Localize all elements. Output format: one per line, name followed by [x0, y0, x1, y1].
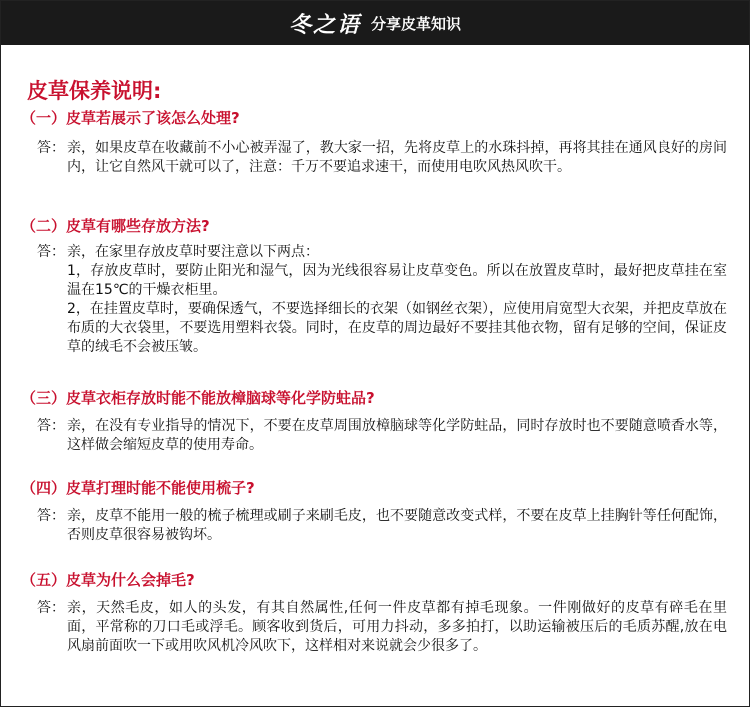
answer-text: 亲，如果皮草在收藏前不小心被弄湿了，教大家一招，先将皮草上的水珠抖掉，再将其挂在通风良好的房间内，让它自然风干就可以了，注意：千万不要追求速干，而使用电吹风热风吹干。 [67, 140, 727, 175]
answer-label: 答： [37, 600, 65, 616]
brand-logo: 冬之语 [288, 12, 361, 38]
answer-point-1: 1，存放皮草时，要防止阳光和湿气，因为光线很容易让皮草变色。所以在放置皮草时，最好把皮草挂在室温在15℃的干燥衣柜里。 [67, 263, 727, 298]
faq-answer [37, 139, 727, 177]
answer-text: 亲，天然毛皮，如人的头发，有其自然属性,任何一件皮草都有掉毛现象。一件刚做好的皮草有碎毛在里面，平常称的刀口毛或浮毛。顾客收到货后，可用力抖动，多多拍打，以助运输被压后的毛质苏醒,放在电风扇前面吹一下或用吹风机冷风吹下，这样相对来说就会少很多了。 [67, 600, 727, 654]
answer-label: 答： [37, 418, 65, 434]
faq-question: （四）皮草打理时能不能使用梳子? [21, 479, 255, 497]
faq-answer [37, 599, 727, 656]
page-title: 皮草保养说明: [27, 79, 162, 103]
answer-intro: 亲，在家里存放皮草时要注意以下两点： [67, 244, 319, 260]
answer-text: 亲，皮草不能用一般的梳子梳理或刷子来刷毛皮，也不要随意改变式样，不要在皮草上挂胸针等任何配饰，否则皮草很容易被钩坏。 [67, 508, 727, 543]
answer-label: 答： [37, 508, 65, 524]
faq-question: （二）皮草有哪些存放方法? [21, 217, 210, 235]
faq-question: （五）皮草为什么会掉毛? [21, 571, 195, 589]
faq-question: （三）皮草衣柜存放时能不能放樟脑球等化学防蛀品? [21, 389, 375, 407]
answer-label: 答： [37, 244, 65, 260]
faq-answer [37, 417, 727, 455]
faq-question: （一）皮草若展示了该怎么处理? [21, 109, 240, 127]
faq-answer [37, 243, 727, 357]
header-banner [1, 1, 749, 45]
answer-label: 答： [37, 140, 65, 156]
header-subtitle: 分享皮革知识 [371, 14, 462, 33]
answer-point-2: 2，在挂置皮草时，要确保透气，不要选择细长的衣架（如钢丝衣架），应使用肩宽型大衣架，并把皮草放在布质的大衣袋里，不要选用塑料衣袋。同时，在皮草的周边最好不要挂其他衣物，留有足够的空间，保证皮草的绒毛不会被压皱。 [67, 301, 727, 355]
answer-text: 亲，在没有专业指导的情况下，不要在皮草周围放樟脑球等化学防蛀品，同时存放时也不要随意喷香水等，这样做会缩短皮草的使用寿命。 [67, 418, 727, 453]
faq-answer [37, 507, 727, 545]
